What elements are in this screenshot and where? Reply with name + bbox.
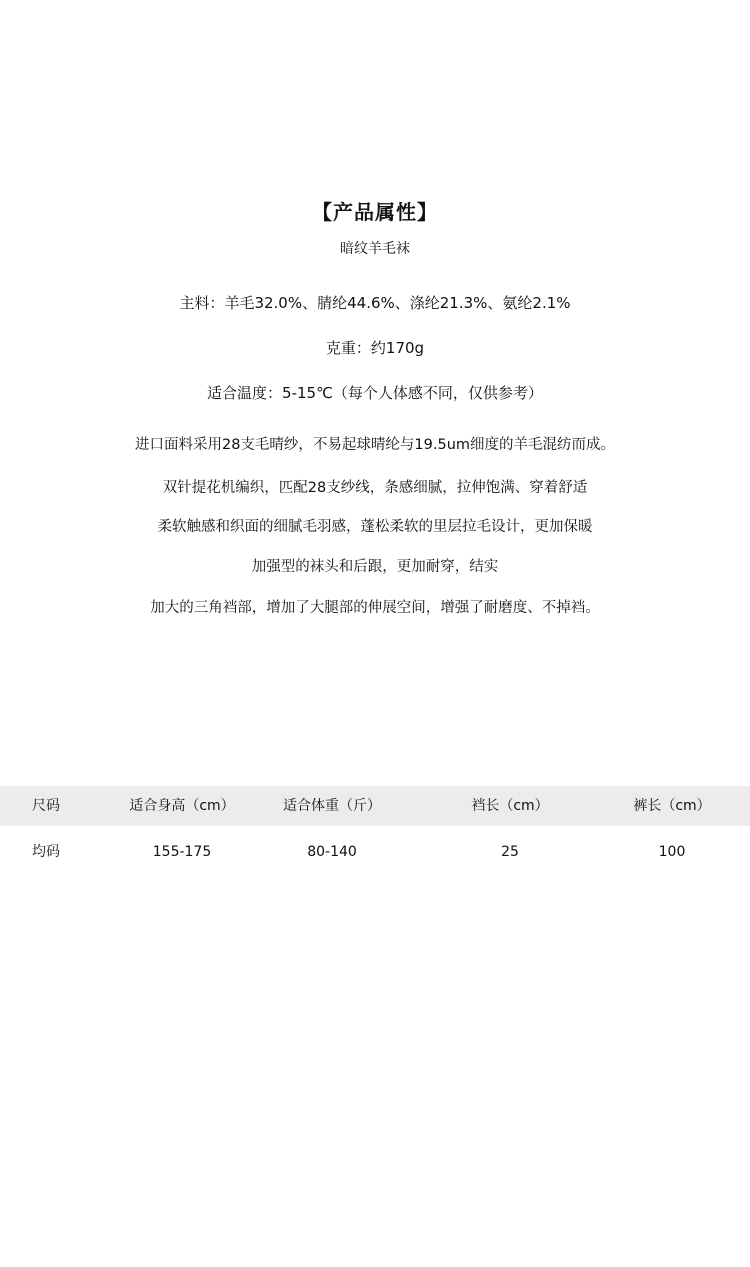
cell-crotch-length: 25 — [501, 844, 519, 860]
header-pants-length: 裤长（cm） — [633, 798, 711, 814]
header-crotch-length: 裆长（cm） — [471, 798, 549, 814]
table-row — [0, 826, 750, 878]
cell-pants-length: 100 — [658, 844, 686, 860]
cell-size: 均码 — [32, 844, 60, 860]
temperature-line: 适合温度：5-15℃（每个人体感不同，仅供参考） — [207, 384, 543, 402]
feature-line: 加强型的袜头和后跟，更加耐穿，结实 — [251, 559, 499, 575]
header-weight: 适合体重（斤） — [283, 798, 381, 814]
product-name: 暗纹羊毛袜 — [340, 241, 410, 257]
header-height: 适合身高（cm） — [129, 798, 235, 814]
size-table — [0, 786, 750, 878]
size-table-header — [0, 786, 750, 826]
material-line: 主料：羊毛32.0%、腈纶44.6%、涤纶21.3%、氨纶2.1% — [179, 294, 571, 312]
header-size: 尺码 — [32, 798, 60, 814]
weight-line: 克重：约170g — [325, 339, 425, 357]
cell-weight: 80-140 — [307, 844, 357, 860]
feature-line: 双针提花机编织，匹配28支纱线，条感细腻，拉伸饱满、穿着舒适 — [162, 480, 588, 496]
feature-line: 柔软触感和织面的细腻毛羽感，蓬松柔软的里层拉毛设计，更加保暖 — [157, 519, 593, 535]
product-heading: 【产品属性】 — [312, 200, 438, 224]
feature-line: 进口面料采用28支毛晴纱，不易起球晴纶与19.5um细度的羊毛混纺而成。 — [134, 437, 616, 453]
feature-line: 加大的三角裆部，增加了大腿部的伸展空间，增强了耐磨度、不掉裆。 — [150, 600, 600, 616]
cell-height: 155-175 — [152, 844, 212, 860]
